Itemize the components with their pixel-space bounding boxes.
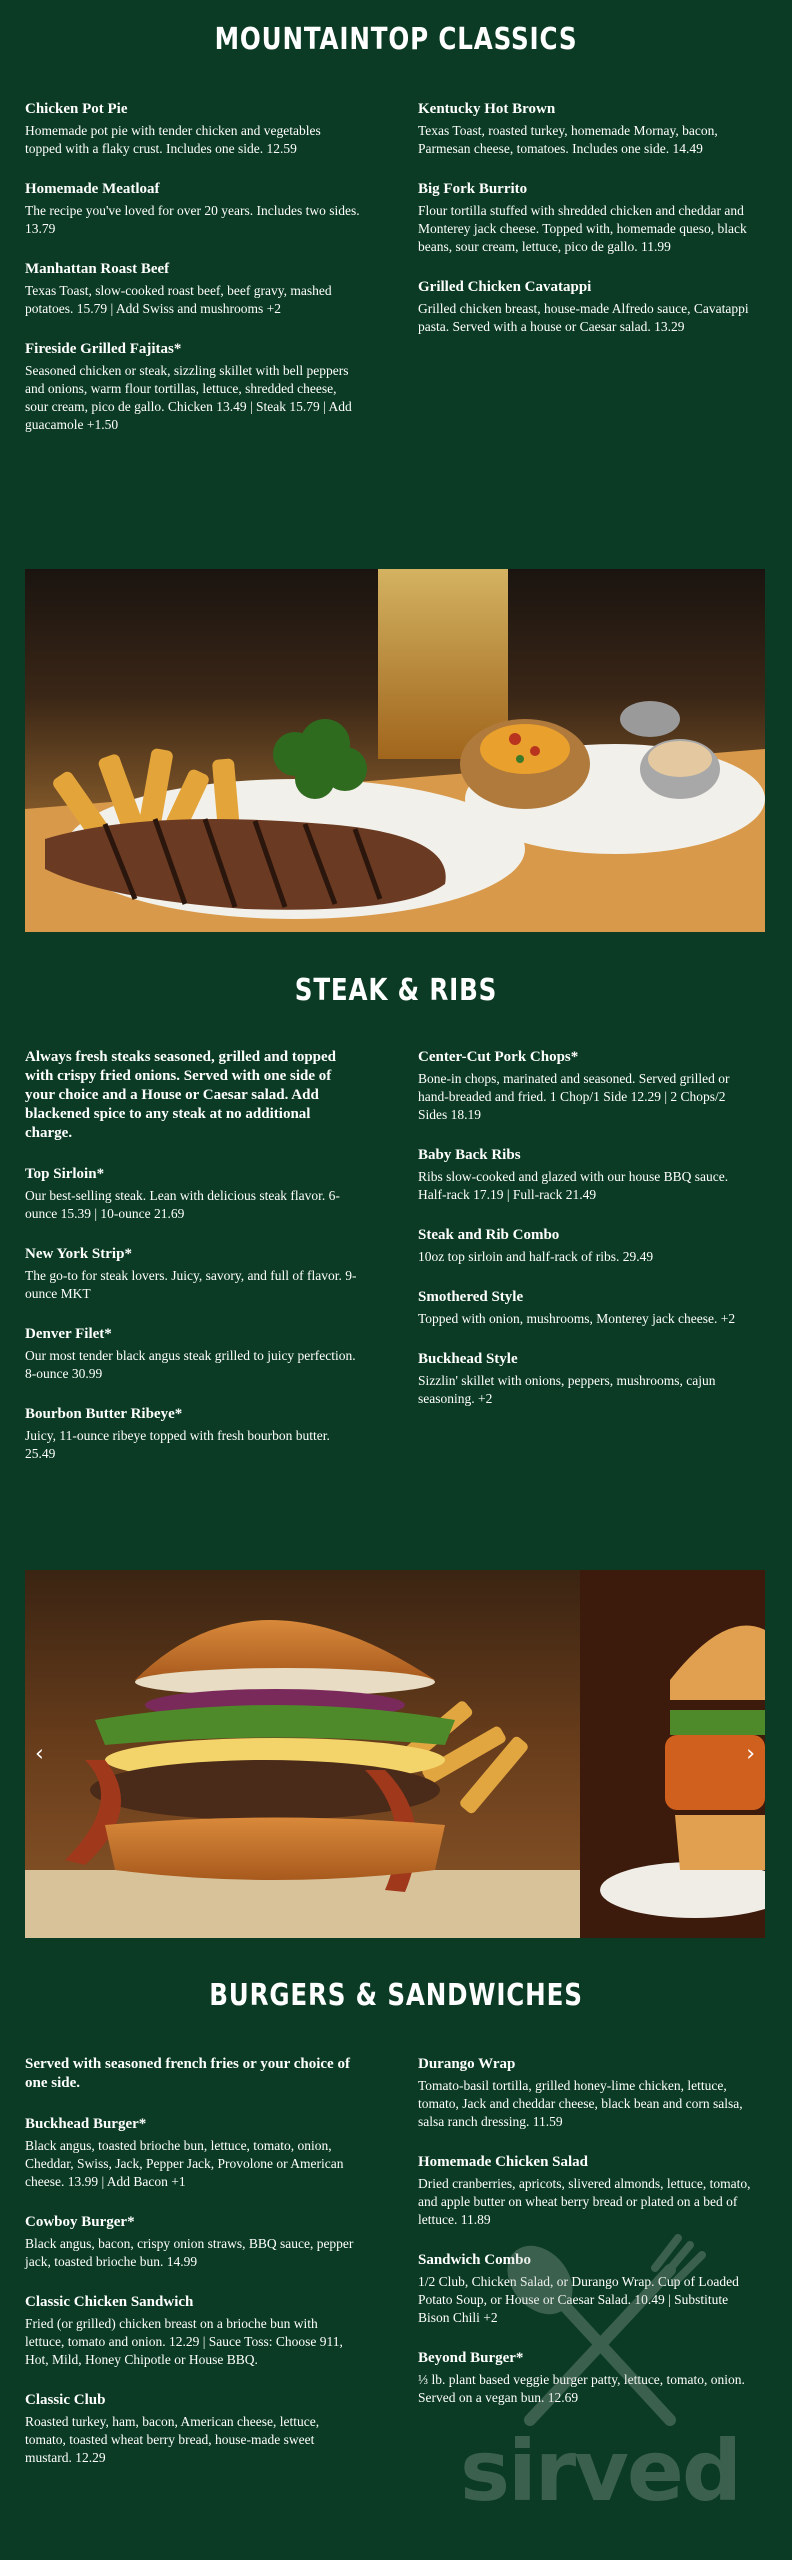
menu-item [25, 2213, 360, 2271]
steak-photo [25, 569, 765, 932]
menu-item [25, 260, 360, 318]
item-name: Grilled Chicken Cavatappi [418, 279, 592, 295]
menu-item [418, 1350, 753, 1408]
section-title-burgers: BURGERS & SANDWICHES [209, 1978, 583, 2013]
item-desc: Ribs slow-cooked and glazed with our house BBQ sauce. Half-rack 17.19 | Full-rack 21.49 [418, 1169, 729, 1202]
section-title-classics: MOUNTAINTOP CLASSICS [214, 22, 578, 57]
item-desc: 1/2 Club, Chicken Salad, or Durango Wrap. Cup of Loaded Potato Soup, or House or Caesar Salad. 10.49 | Substitute Bison Chili +2 [418, 2274, 739, 2325]
menu-item [25, 2391, 360, 2467]
item-name: Durango Wrap [418, 2056, 516, 2072]
watermark-text: sirved [459, 2422, 741, 2520]
burger-carousel [25, 1570, 765, 1938]
classics-left-column [25, 100, 360, 456]
item-desc: Bone-in chops, marinated and seasoned. Served grilled or hand-breaded and fried. 1 Chop/1 Side 12.29 | 2 Chops/2 Sides 18.19 [418, 1071, 730, 1122]
item-name: Kentucky Hot Brown [418, 101, 556, 117]
item-name: Homemade Meatloaf [25, 181, 160, 197]
menu-item [418, 1288, 753, 1328]
item-name: Sandwich Combo [418, 2252, 531, 2268]
item-name: Big Fork Burrito [418, 181, 528, 197]
item-desc: 10oz top sirloin and half-rack of ribs. 29.49 [418, 1249, 654, 1264]
menu-item [418, 278, 753, 336]
menu-item [418, 2153, 753, 2229]
item-name: Baby Back Ribs [418, 1147, 521, 1163]
menu-item [25, 2293, 360, 2369]
item-name: Center-Cut Pork Chops* [418, 1049, 579, 1065]
item-name: Chicken Pot Pie [25, 101, 128, 117]
menu-item [25, 1165, 360, 1223]
carousel-next-icon[interactable]: › [746, 1741, 755, 1767]
menu-item [25, 180, 360, 238]
item-name: Bourbon Butter Ribeye* [25, 1406, 183, 1422]
menu-item [25, 100, 360, 158]
item-name: Steak and Rib Combo [418, 1227, 560, 1243]
item-name: Classic Club [25, 2392, 106, 2408]
item-desc: Our best-selling steak. Lean with delicious steak flavor. 6-ounce 15.39 | 10-ounce 21.69 [25, 1188, 340, 1221]
classics-right-column [418, 100, 753, 358]
menu-item [418, 1226, 753, 1266]
menu-item [418, 100, 753, 158]
item-desc: The recipe you've loved for over 20 years. Includes two sides. 13.79 [25, 203, 360, 236]
carousel-prev-icon[interactable]: ‹ [35, 1741, 44, 1767]
item-name: Buckhead Style [418, 1351, 518, 1367]
menu-item [418, 1146, 753, 1204]
item-desc: Juicy, 11-ounce ribeye topped with fresh bourbon butter. 25.49 [25, 1428, 330, 1461]
item-name: Cowboy Burger* [25, 2214, 135, 2230]
item-desc: Texas Toast, roasted turkey, homemade Mornay, bacon, Parmesan cheese, tomatoes. Includes one side. 14.49 [418, 123, 718, 156]
menu-item [418, 2251, 753, 2327]
item-name: Top Sirloin* [25, 1166, 105, 1182]
item-name: Fireside Grilled Fajitas* [25, 341, 182, 357]
menu-item [25, 1405, 360, 1463]
item-desc: Sizzlin' skillet with onions, peppers, mushrooms, cajun seasoning. +2 [418, 1373, 716, 1406]
menu-item [25, 2115, 360, 2191]
item-name: Denver Filet* [25, 1326, 112, 1342]
menu-item [25, 1325, 360, 1383]
burgers-right-column [418, 2055, 753, 2429]
menu-item [418, 2349, 753, 2407]
section-title-steak: STEAK & RIBS [294, 973, 498, 1008]
item-desc: Black angus, bacon, crispy onion straws, BBQ sauce, pepper jack, toasted brioche bun. 14.99 [25, 2236, 354, 2269]
menu-item [418, 2055, 753, 2131]
item-name: Beyond Burger* [418, 2350, 524, 2366]
item-name: New York Strip* [25, 1246, 132, 1262]
item-desc: ⅓ lb. plant based veggie burger patty, lettuce, tomato, onion. Served on a vegan bun. 12.69 [418, 2372, 745, 2405]
item-desc: Black angus, toasted brioche bun, lettuce, tomato, onion, Cheddar, Swiss, Jack, Pepper Jack, Provolone or American cheese. 13.99 | Add Bacon +1 [25, 2138, 344, 2189]
section-intro: Always fresh steaks seasoned, grilled and topped with crispy fried onions. Served with one side of your choice and a House or Caesar salad. Add blackened spice to any steak at no additional charge. [25, 1049, 337, 1141]
menu-item [418, 180, 753, 256]
item-desc: The go-to for steak lovers. Juicy, savory, and full of flavor. 9-ounce MKT [25, 1268, 357, 1301]
item-desc: Topped with onion, mushrooms, Monterey jack cheese. +2 [418, 1311, 736, 1326]
burgers-left-column [25, 2055, 360, 2489]
item-desc: Roasted turkey, ham, bacon, American cheese, lettuce, tomato, toasted wheat berry bread, house-made sweet mustard. 12.29 [25, 2414, 320, 2465]
steak-right-column [418, 1048, 753, 1430]
item-desc: Grilled chicken breast, house-made Alfredo sauce, Cavatappi pasta. Served with a house or Caesar salad. 13.29 [418, 301, 749, 334]
menu-item [25, 1245, 360, 1303]
item-name: Homemade Chicken Salad [418, 2154, 589, 2170]
steak-left-column [25, 1048, 360, 1485]
item-desc: Fried (or grilled) chicken breast on a brioche bun with lettuce, tomato and onion. 12.29 | Sauce Toss: Choose 911, Hot, Mild, Honey Chipotle or House BBQ. [25, 2316, 343, 2367]
item-desc: Our most tender black angus steak grilled to juicy perfection. 8-ounce 30.99 [25, 1348, 356, 1381]
section-intro: Served with seasoned french fries or your choice of one side. [25, 2056, 350, 2091]
item-desc: Homemade pot pie with tender chicken and vegetables topped with a flaky crust. Includes one side. 12.59 [25, 123, 321, 156]
item-desc: Dried cranberries, apricots, slivered almonds, lettuce, tomato, and apple butter on wheat berry bread or plated on a bed of lettuce. 11.89 [418, 2176, 751, 2227]
menu-item [25, 340, 360, 434]
item-name: Smothered Style [418, 1289, 524, 1305]
item-desc: Tomato-basil tortilla, grilled honey-lime chicken, lettuce, tomato, Jack and cheddar cheese, black bean and corn salsa, salsa ranch dressing. 11.59 [418, 2078, 743, 2129]
item-name: Buckhead Burger* [25, 2116, 147, 2132]
item-name: Manhattan Roast Beef [25, 261, 170, 277]
item-desc: Texas Toast, slow-cooked roast beef, beef gravy, mashed potatoes. 15.79 | Add Swiss and mushrooms +2 [25, 283, 332, 316]
menu-item [418, 1048, 753, 1124]
item-desc: Flour tortilla stuffed with shredded chicken and cheddar and Monterey jack cheese. Topped with, homemade queso, black beans, sour cream, lettuce, pico de gallo. 11.99 [418, 203, 747, 254]
item-desc: Seasoned chicken or steak, sizzling skillet with bell peppers and onions, warm flour tortillas, lettuce, shredded cheese, sour cream, pico de gallo. Chicken 13.49 | Steak 15.79 | Add guacamole +1.50 [25, 363, 352, 432]
item-name: Classic Chicken Sandwich [25, 2294, 194, 2310]
